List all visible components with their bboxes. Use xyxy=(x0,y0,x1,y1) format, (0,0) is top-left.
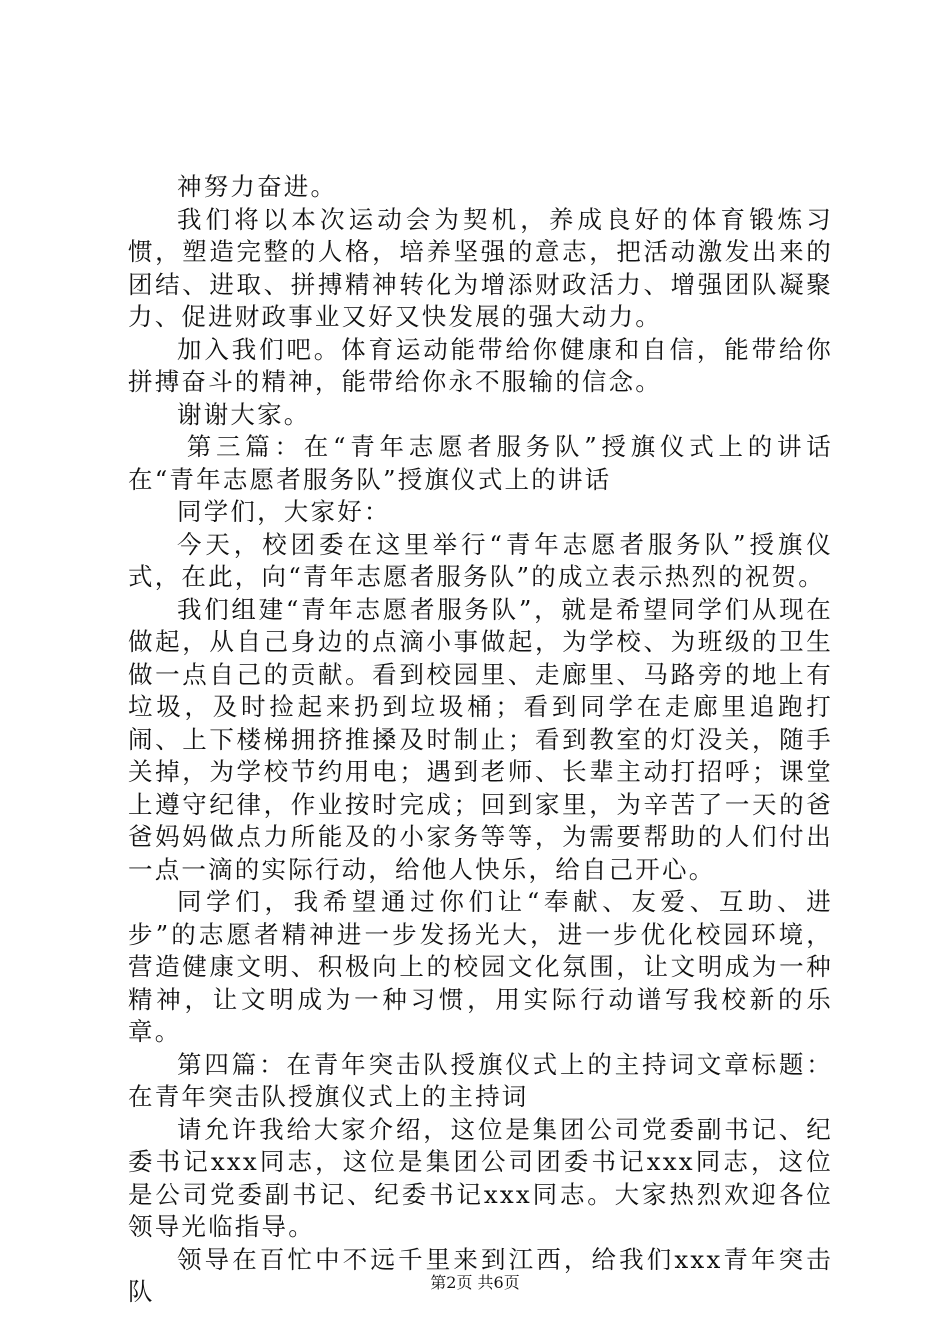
paragraph: 今天，校团委在这里举行“青年志愿者服务队”授旗仪式，在此，向“青年志愿者服务队”的成立表示热烈的祝贺。 xyxy=(128,529,833,591)
paragraph: 我们组建“青年志愿者服务队”，就是希望同学们从现在做起，从自己身边的点滴小事做起，为学校、为班级的卫生做一点自己的贡献。看到校园里、走廊里、马路旁的地上有垃圾，及时捡起来扔到垃圾桶；看到同学在走廊里追跑打闹、上下楼梯拥挤推搡及时制止；看到教室的灯没关，随手关掉，为学校节约用电；遇到老师、长辈主动打招呼；课堂上遵守纪律，作业按时完成；回到家里，为辛苦了一天的爸爸妈妈做点力所能及的小家务等等，为需要帮助的人们付出一点一滴的实际行动，给他人快乐，给自己开心。 xyxy=(128,594,833,884)
paragraph: 请允许我给大家介绍，这位是集团公司党委副书记、纪委书记xxx同志，这位是集团公司团委书记xxx同志，这位是公司党委副书记、纪委书记xxx同志。大家热烈欢迎各位领导光临指导。 xyxy=(128,1114,833,1241)
document-body xyxy=(128,171,833,1309)
section-heading-3: 第三篇：在“青年志愿者服务队”授旗仪式上的讲话在“青年志愿者服务队”授旗仪式上的讲话 xyxy=(128,432,833,494)
section-heading-4: 第四篇：在青年突击队授旗仪式上的主持词文章标题：在青年突击队授旗仪式上的主持词 xyxy=(128,1049,833,1111)
paragraph: 我们将以本次运动会为契机，养成良好的体育锻炼习惯，塑造完整的人格，培养坚强的意志，把活动激发出来的团结、进取、拼搏精神转化为增添财政活力、增强团队凝聚力、促进财政事业又好又快发展的强大动力。 xyxy=(128,204,833,331)
paragraph: 领导在百忙中不远千里来到江西，给我们xxx青年突击队 xyxy=(128,1244,833,1306)
paragraph: 同学们，我希望通过你们让“奉献、友爱、互助、进步”的志愿者精神进一步发扬光大，进一步优化校园环境，营造健康文明、积极向上的校园文化氛围，让文明成为一种精神，让文明成为一种习惯，用实际行动谱写我校新的乐章。 xyxy=(128,887,833,1046)
page-number: 第2页 共6页 xyxy=(430,1273,520,1292)
paragraph: 同学们，大家好： xyxy=(177,497,391,526)
paragraph: 加入我们吧。体育运动能带给你健康和自信，能带给你拼搏奋斗的精神，能带给你永不服输的信念。 xyxy=(128,334,833,396)
paragraph: 神努力奋进。 xyxy=(177,172,338,201)
page-footer xyxy=(0,1273,950,1293)
paragraph: 谢谢大家。 xyxy=(177,399,311,429)
